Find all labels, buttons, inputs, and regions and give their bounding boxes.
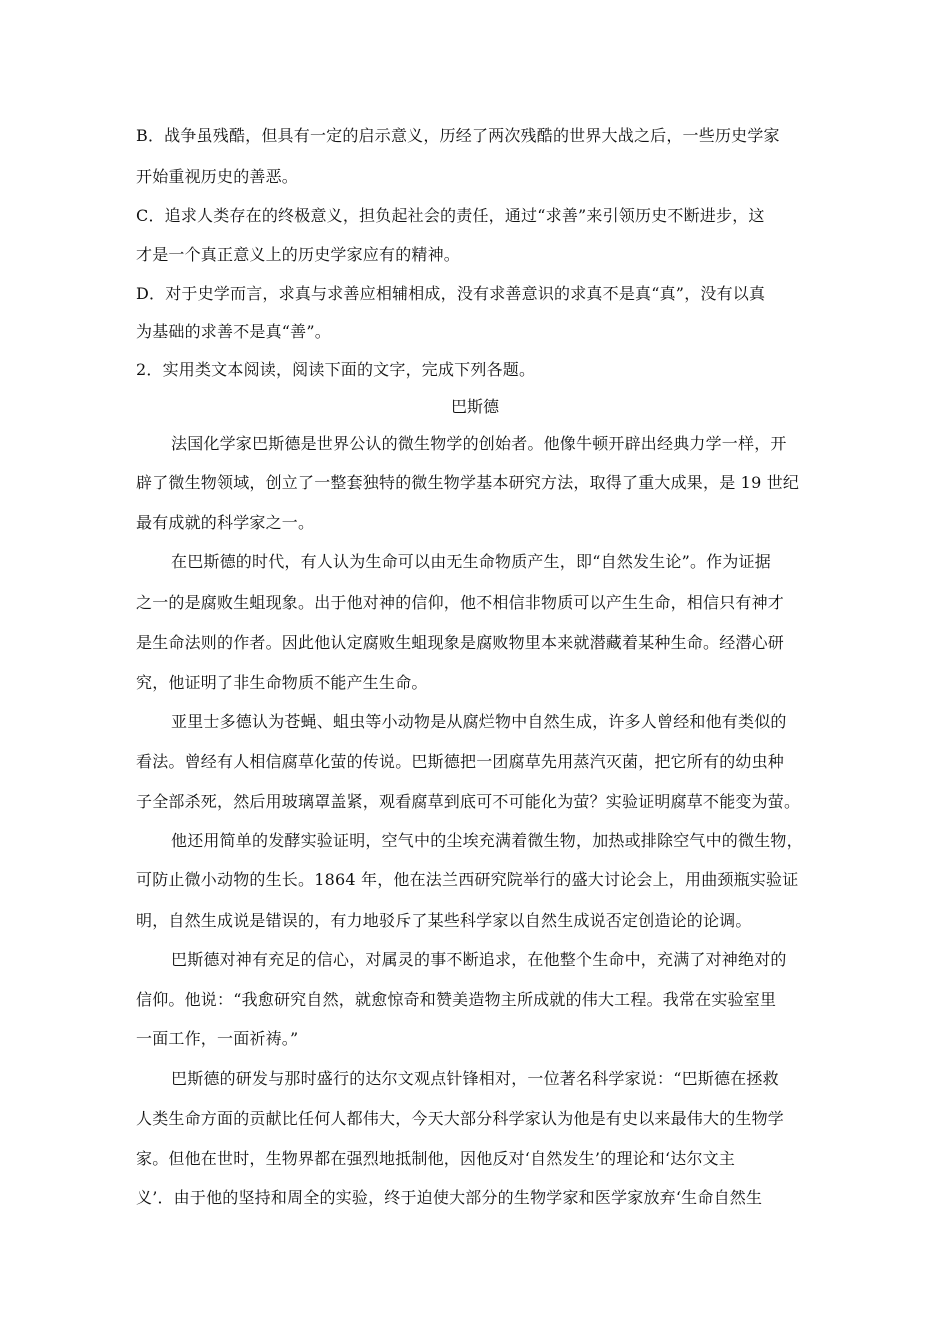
- p2-line-1: 在巴斯德的时代，有人认为生命可以由无生命物质产生，即“自然发生论”。作为证据: [171, 552, 771, 571]
- p3-line-3: 子全部杀死，然后用玻璃罩盖紧，观看腐草到底可不可能化为萤？实验证明腐草不能变为萤。: [136, 792, 801, 811]
- question-2-prompt: 2．实用类文本阅读，阅读下面的文字，完成下列各题。: [136, 360, 536, 379]
- p2-line-4: 究，他证明了非生命物质不能产生生命。: [136, 673, 428, 692]
- p5-line-3: 一面工作，一面祈祷。”: [136, 1029, 299, 1048]
- p4-line-3: 明，自然生成说是错误的，有力地驳斥了某些科学家以自然生成说否定创造论的论调。: [136, 911, 752, 930]
- option-c-line-1: C．追求人类存在的终极意义，担负起社会的责任，通过“求善”来引领历史不断进步，这: [136, 206, 765, 225]
- option-d-line-1: D．对于史学而言，求真与求善应相辅相成，没有求善意识的求真不是真“真”，没有以真: [136, 284, 766, 303]
- p3-line-1: 亚里士多德认为苍蝇、蛆虫等小动物是从腐烂物中自然生成，许多人曾经和他有类似的: [171, 712, 787, 731]
- p1-line-3: 最有成就的科学家之一。: [136, 513, 315, 532]
- p5-line-1: 巴斯德对神有充足的信心，对属灵的事不断追求，在他整个生命中，充满了对神绝对的: [171, 950, 787, 969]
- p6-line-2: 人类生命方面的贡献比任何人都伟大，今天大部分科学家认为他是有史以来最伟大的生物学: [136, 1109, 785, 1128]
- p3-line-2: 看法。曾经有人相信腐草化萤的传说。巴斯德把一团腐草先用蒸汽灭菌，把它所有的幼虫种: [136, 752, 785, 771]
- p4-line-1: 他还用简单的发酵实验证明，空气中的尘埃充满着微生物，加热或排除空气中的微生物，: [171, 831, 803, 850]
- p2-line-2: 之一的是腐败生蛆现象。出于他对神的信仰，他不相信非物质可以产生生命，相信只有神才: [136, 593, 785, 612]
- p6-line-3: 家。但他在世时，生物界都在强烈地抵制他，因他反对‘自然发生’的理论和‘达尔文主: [136, 1149, 736, 1168]
- p6-line-4: 义’．由于他的坚持和周全的实验，终于迫使大部分的生物学家和医学家放弃‘生命自然生: [136, 1188, 763, 1207]
- p5-line-2: 信仰。他说：“我愈研究自然，就愈惊奇和赞美造物主所成就的伟大工程。我常在实验室里: [136, 990, 777, 1009]
- article-title: 巴斯德: [450, 397, 499, 416]
- option-c-line-2: 才是一个真正意义上的历史学家应有的精神。: [136, 245, 461, 264]
- option-d-line-2: 为基础的求善不是真“善”。: [136, 322, 331, 341]
- p2-line-3: 是生命法则的作者。因此他认定腐败生蛆现象是腐败物里本来就潜藏着某种生命。经潜心研: [136, 633, 785, 652]
- p1-line-2: 辟了微生物领域，创立了一整套独特的微生物学基本研究方法，取得了重大成果，是 19 世纪: [136, 473, 800, 492]
- option-b-line-2: 开始重视历史的善恶。: [136, 167, 299, 186]
- p6-line-1: 巴斯德的研发与那时盛行的达尔文观点针锋相对，一位著名科学家说：“巴斯德在拯救: [171, 1069, 779, 1088]
- option-b-line-1: B．战争虽残酷，但具有一定的启示意义，历经了两次残酷的世界大战之后，一些历史学家: [136, 126, 780, 145]
- p1-line-1: 法国化学家巴斯德是世界公认的微生物学的创始者。他像牛顿开辟出经典力学一样，开: [171, 434, 787, 453]
- p4-line-2: 可防止微小动物的生长。1864 年，他在法兰西研究院举行的盛大讨论会上，用曲颈瓶实验证: [136, 870, 799, 889]
